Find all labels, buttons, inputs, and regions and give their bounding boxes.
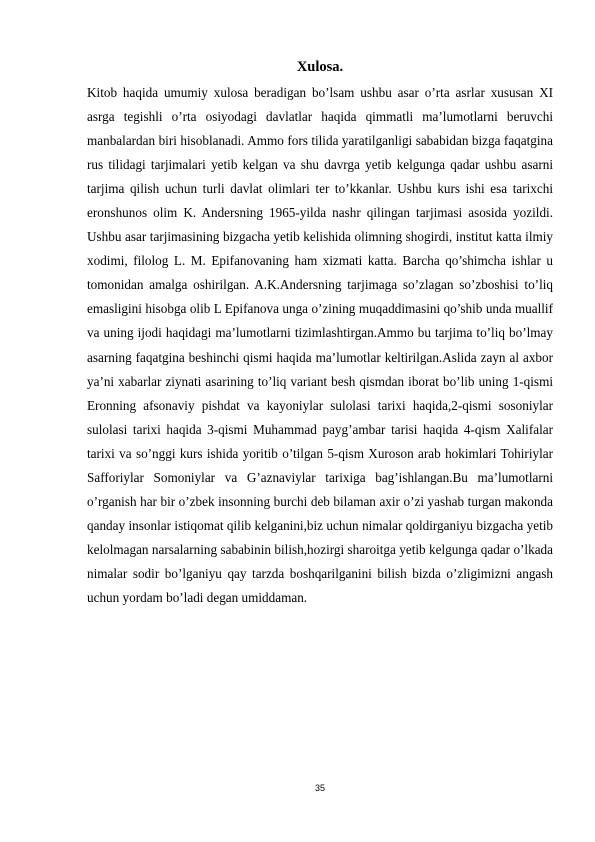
section-heading: Xulosa. (296, 59, 344, 75)
body-paragraph: Kitob haqida umumiy xulosa beradigan bo’lsam ushbu asar o’rta asrlar xususan XI asrga tegishli o’rta osiyodagi davlatlar haqida qimmatli ma’lumotlarni beruvchi manbalardan biri hisoblanadi. Ammo fors tilida yaratilganligi sababidan bizga faqatgina rus tilidagi tarjimalari yetib kelgan va shu davrga yetib kelgunga qadar ushbu asarni tarjima qilish uchun turli davlat olimlari ter to’kkanlar. Ushbu kurs ishi esa tarixchi eronshunos olim K. Andersning 1965-yilda nashr qilingan tarjimasi asosida yozildi. Ushbu asar tarjimasining bizgacha yetib kelishida olimning shogirdi, institut katta ilmiy xodimi, filolog L. M. Epifanovaning ham xizmati katta. Barcha qo’shimcha ishlar u tomonidan amalga oshirilgan. A.K.Andersning tarjimaga so’zlagan so’zboshisi to’liq emasligini hisobga olib L Epifanova unga o’zining muqaddimasini qo’shib unda muallif va uning ijodi haqidagi ma’lumotlarni tizimlashtirgan.Ammo bu tarjima to’liq bo’lmay asarning faqatgina beshinchi qismi haqida ma’lumotlar keltirilgan.Aslida zayn al axbor ya’ni xabarlar ziynati asarining to’liq variant besh qismdan iborat bo’lib uning 1-qismi Eronning afsonaviy pishdat va kayoniylar sulolasi tarixi haqida,2-qismi sosoniylar sulolasi tarixi haqida 3-qismi Muhammad payg’ambar tarisi haqida 4-qism Xalifalar tarixi va so’nggi kurs ishida yoritib o’tilgan 5-qism Xuroson arab hokimlari Tohiriylar Safforiylar Somoniylar va G’aznaviylar tarixiga bag’ishlangan.Bu ma’lumotlarni o’rganish har bir o’zbek insonning burchi deb bilaman axir o’zi yashab turgan makonda qanday insonlar istiqomat qilib kelganini,biz uchun nimalar qoldirganiyu bizgacha yetib kelolmagan narsalarning sababinin bilish,hozirgi sharoitga yetib kelgunga qadar o’lkada nimalar sodir bo’lganiyu qay tarzda boshqarilganini bilish bizda o’zligimizni angash uchun yordam bo’ladi degan umiddaman. (87, 85, 553, 605)
page-number: 35 (314, 783, 325, 793)
